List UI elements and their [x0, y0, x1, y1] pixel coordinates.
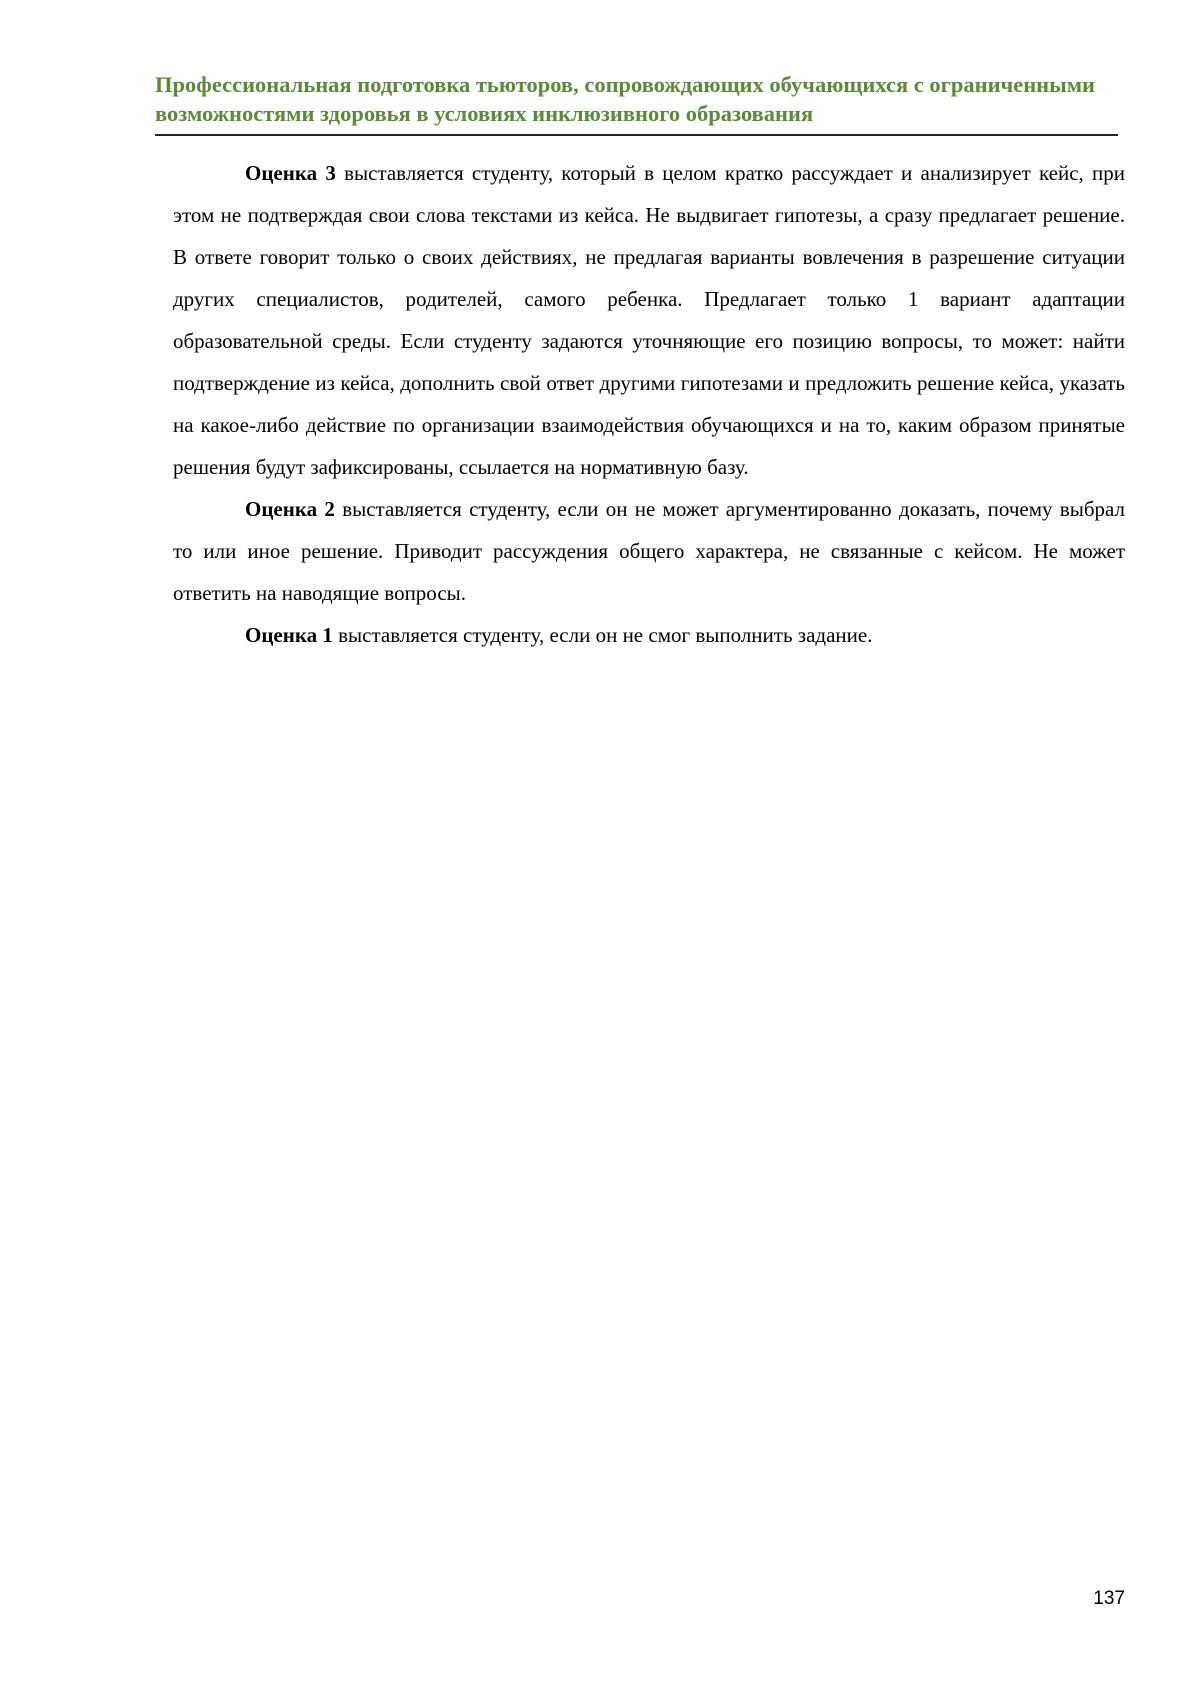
body-text	[173, 152, 1125, 656]
grade-label: Оценка 3	[245, 161, 336, 185]
paragraph-text: выставляется студенту, если он не может аргументированно доказать, почему выбрал то или иное решение. Приводит рассуждения общего характера, не связанные с кейсом. Не может ответить на наводящие вопросы.	[173, 497, 1125, 605]
header-title: Профессиональная подготовка тьюторов, сопровождающих обучающихся с ограниченными возможностями здоровья в условиях инклюзивного образования	[155, 72, 1096, 126]
paragraph-text: выставляется студенту, который в целом кратко рассуждает и анализирует кейс, при этом не подтверждая свои слова текстами из кейса. Не выдвигает гипотезы, а сразу предлагает решение. В ответе говорит только о своих действиях, не предлагая варианты вовлечения в разрешение ситуации других специалистов, родителей, самого ребенка. Предлагает только 1 вариант адаптации образовательной среды. Если студенту задаются уточняющие его позицию вопросы, то может: найти подтверждение из кейса, дополнить свой ответ другими гипотезами и предложить решение кейса, указать на какое-либо действие по организации взаимодействия обучающихся и на то, каким образом принятые решения будут зафиксированы, ссылается на нормативную базу.	[173, 161, 1125, 479]
running-header	[155, 70, 1125, 136]
paragraph-grade-2	[173, 488, 1125, 614]
page-number: 137	[1093, 1588, 1125, 1609]
paragraph-grade-3	[173, 152, 1125, 488]
grade-label: Оценка 2	[245, 497, 335, 521]
paragraph-grade-1	[173, 614, 1125, 656]
grade-label: Оценка 1	[245, 623, 333, 647]
paragraph-text: выставляется студенту, если он не смог выполнить задание.	[332, 623, 873, 647]
header-divider	[155, 134, 1118, 136]
